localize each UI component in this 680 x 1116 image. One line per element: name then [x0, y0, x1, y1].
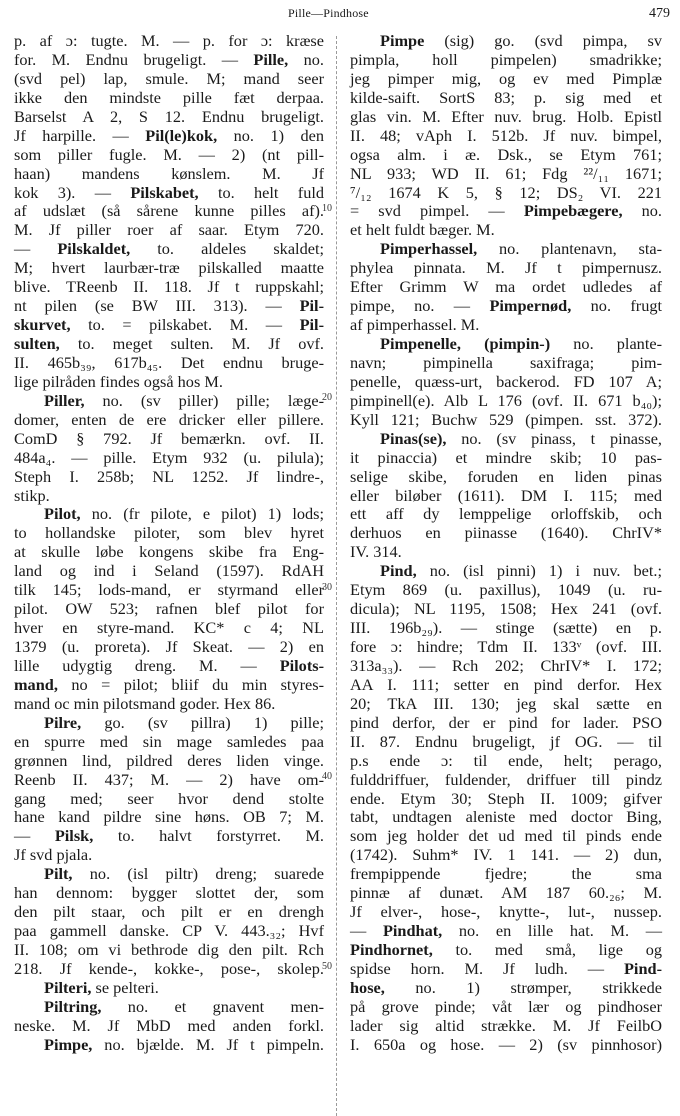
- headword: Pilskabet,: [130, 182, 199, 202]
- text-run: M. Jf piller roer af saar. Etym 720.: [14, 220, 324, 240]
- headword: sulten,: [14, 334, 60, 353]
- text-run: nt pilen (se BW III. 313). —: [14, 296, 300, 316]
- headword: Pimpe: [380, 31, 425, 50]
- text-run: frempippende fjedre; the sma: [350, 864, 662, 884]
- text-line: [350, 619, 662, 638]
- text-line: [350, 165, 662, 184]
- text-run: Jf svd pjala.: [14, 845, 93, 865]
- headword: Pinas(se),: [380, 428, 447, 448]
- right-column: [350, 32, 662, 1055]
- text-line: [350, 259, 662, 278]
- text-run: dicula); NL 1195, 1508; Hex 241 (ovf.: [350, 599, 662, 619]
- text-run: mand oc min pilotsmand goder. Hex 86.: [14, 693, 276, 713]
- text-run: to. helt fuld: [198, 182, 324, 202]
- text-line: [14, 146, 324, 165]
- headword: skurvet,: [14, 315, 71, 335]
- text-line: [350, 430, 662, 449]
- text-line: [350, 865, 662, 884]
- text-line: [350, 562, 662, 581]
- text-run: fore ɔ: hindre; Tdm II. 133ᵛ (ovf. III.: [350, 637, 662, 656]
- text-run: no. 1) strømper, strikkede: [384, 977, 662, 997]
- text-line: [350, 221, 662, 240]
- text-run: II. 87. Endnu brugeligt, jf OG. — til: [350, 731, 662, 751]
- text-line: [350, 411, 662, 430]
- text-run: —: [14, 239, 58, 259]
- headword: Pindhat,: [382, 921, 443, 941]
- text-line: [350, 524, 662, 543]
- text-run: no. (sv pinass, t pinasse,: [446, 428, 662, 448]
- text-line: [14, 411, 324, 430]
- headword: Pind,: [380, 561, 417, 581]
- text-run: gang med; seer hvor dend stolte: [14, 788, 324, 808]
- text-line: [350, 790, 662, 809]
- text-run: —: [14, 826, 55, 846]
- text-run: blive. TReenb II. 118. Jf t ruppskahl;: [14, 277, 324, 297]
- text-line: [350, 846, 662, 865]
- text-run: eller biløber (1611). DM I. 115; med: [350, 485, 662, 505]
- text-line: [350, 240, 662, 259]
- headword: Pil-: [299, 296, 324, 316]
- text-run: ogsa alm. i æ. Dsk., se Etym 761;: [350, 144, 662, 164]
- text-line: [350, 941, 662, 960]
- text-run: AA I. 111; setter en pind derfor. Hex: [350, 674, 662, 694]
- text-line: [14, 468, 324, 487]
- line-number: 40: [322, 771, 332, 782]
- text-line: [350, 714, 662, 733]
- page-header: [0, 6, 680, 26]
- text-line: [350, 827, 662, 846]
- text-line: [350, 979, 662, 998]
- text-run: Efter Grimm W ma ordet udledes af: [350, 277, 662, 297]
- column-divider: [336, 36, 337, 1116]
- text-line: [14, 202, 324, 221]
- text-line: [14, 922, 324, 941]
- text-line: [14, 790, 324, 809]
- text-line: [350, 676, 662, 695]
- text-run: no. frugt: [571, 296, 663, 316]
- left-column: [14, 32, 324, 1055]
- text-run: neske. M. Jf MbD med anden forkl.: [14, 1015, 324, 1035]
- text-run: som piller fugle. M. — 2) (nt pill-: [14, 144, 324, 164]
- text-run: lige pilråden findes også hos M.: [14, 371, 223, 391]
- text-line: [14, 619, 324, 638]
- text-line: [14, 543, 324, 562]
- text-line: [350, 752, 662, 771]
- text-line: [14, 165, 324, 184]
- text-line: [350, 89, 662, 108]
- text-run: paa gammell danske. CP V. 443.₃₂; Hvf: [14, 921, 324, 941]
- text-line: [14, 184, 324, 203]
- text-run: lader sig altid strække. M. Jf FeilbO: [350, 1015, 662, 1035]
- text-line: [350, 146, 662, 165]
- text-run: pimpe, no. —: [350, 296, 490, 316]
- text-run: grønnen lind, pildred deres liden vinge.: [14, 750, 324, 770]
- headword: Piltring,: [44, 996, 102, 1016]
- headword: Pilre,: [44, 712, 82, 732]
- text-line: [14, 771, 324, 790]
- text-run: (1742). Suhm* IV. 1 141. — 2) dun,: [350, 845, 662, 865]
- text-line: [14, 714, 324, 733]
- text-line: [14, 827, 324, 846]
- text-line: [14, 240, 324, 259]
- text-line: [14, 259, 324, 278]
- text-run: land og ind i Seland (1597). RdAH: [14, 561, 324, 581]
- text-run: et helt fuldt bæger. M.: [350, 220, 495, 240]
- headword: Pilsk,: [54, 826, 94, 846]
- text-run: hane kand pildre sine høns. OB 7; M.: [14, 807, 324, 827]
- text-line: [350, 373, 662, 392]
- text-run: II. 48; vAph I. 512b. Jf nuv. bimpel,: [350, 125, 662, 145]
- headword: Pilteri,: [44, 977, 92, 997]
- text-line: [350, 184, 662, 203]
- text-line: [14, 695, 324, 714]
- text-run: no. en lille hat. M. —: [442, 921, 663, 941]
- text-run: go. (sv pillra) 1) pille;: [81, 712, 324, 732]
- text-line: [14, 941, 324, 960]
- text-run: Jf harpille. —: [14, 125, 146, 145]
- text-line: [14, 430, 324, 449]
- text-run: hver en styre-mand. KC* c 4; NL: [14, 618, 324, 638]
- text-line: [14, 581, 324, 600]
- text-line: [14, 354, 324, 373]
- text-run: glas vin. M. Efter nuv. brug. Holb. Epistl: [350, 106, 662, 126]
- text-run: no. plantenavn, sta-: [477, 239, 662, 259]
- text-line: [350, 903, 662, 922]
- text-line: [350, 70, 662, 89]
- text-run: phylea pinnata. M. Jf t pimpernusz.: [350, 258, 662, 278]
- text-run: it pinaccia) et mindre skib; 10 pas-: [350, 447, 662, 467]
- text-line: [14, 846, 324, 865]
- text-line: [14, 998, 324, 1017]
- text-run: for. M. Endnu brugeligt. —: [14, 49, 254, 69]
- text-run: no = pilot; bliif du min styres-: [57, 674, 324, 694]
- text-run: no. (isl pinni) 1) i nuv. bet.;: [416, 561, 662, 581]
- headword: Pind-: [623, 958, 662, 978]
- text-run: selige skibe, foruden en liden pinas: [350, 466, 662, 486]
- text-run: ComD § 792. Jf bemærkn. ovf. II.: [14, 428, 324, 448]
- text-run: kok 3). —: [14, 182, 131, 202]
- text-line: [350, 733, 662, 752]
- text-run: af udslæt (så sårene kunne pilles af).: [14, 201, 324, 221]
- text-line: [350, 505, 662, 524]
- text-run: domer, enten de ere dricker eller pillere.: [14, 409, 324, 429]
- text-run: Etym 869 (u. paxillus), 1049 (u. ru-: [350, 580, 662, 600]
- text-line: [14, 808, 324, 827]
- text-line: [350, 316, 662, 335]
- text-run: p.s ende ɔ: til ende, helt; perago,: [350, 750, 662, 770]
- text-line: [14, 297, 324, 316]
- text-run: af pimperhassel. M.: [350, 315, 480, 335]
- text-run: no. et gnavent men-: [101, 996, 324, 1016]
- text-run: II. 108; om vi bethrode dig den pilt. Rch: [14, 940, 324, 959]
- text-line: [14, 562, 324, 581]
- text-run: no. 1) den: [217, 125, 324, 145]
- text-line: [350, 354, 662, 373]
- text-line: [14, 1036, 324, 1055]
- headword: Pil-: [299, 315, 324, 335]
- text-run: IV. 314.: [350, 542, 402, 562]
- headword: Piller,: [44, 390, 85, 410]
- text-line: [350, 638, 662, 657]
- text-line: [350, 297, 662, 316]
- text-line: [350, 922, 662, 941]
- text-run: (svd pel) lap, smule. M; mand seer: [14, 68, 324, 88]
- text-run: ⁷/₁₂ 1674 K 5, § 12; DS₂ VI. 221: [350, 182, 662, 202]
- text-run: no. (isl piltr) dreng; suarede: [72, 864, 324, 884]
- line-number: 50: [322, 961, 332, 972]
- text-run: to. med små, lige og: [432, 940, 662, 959]
- text-line: [14, 960, 324, 979]
- text-run: 1379 (u. proreta). Jf Skeat. — 2) en: [14, 637, 324, 656]
- text-line: [350, 449, 662, 468]
- text-line: [350, 487, 662, 506]
- text-line: [14, 752, 324, 771]
- text-run: to. aldeles skaldet;: [130, 239, 324, 259]
- text-line: [350, 771, 662, 790]
- text-run: se pelteri.: [91, 977, 159, 997]
- text-run: fulddriffuer, fuldender, driffuer till pindz: [350, 769, 662, 789]
- text-line: [14, 278, 324, 297]
- text-line: [14, 221, 324, 240]
- text-run: M; hvert laurbær-træ pilskalled maatte: [14, 258, 324, 278]
- text-run: pind derfor, der er pind for lader. PSO: [350, 712, 662, 732]
- text-run: lille udygtig dreng. M. —: [14, 655, 280, 675]
- text-run: no.: [622, 201, 663, 221]
- text-line: [14, 733, 324, 752]
- text-run: no. bjælde. M. Jf t pimpeln.: [92, 1034, 324, 1054]
- text-run: Kyll 121; Buchw 529 (pimpen. sst. 372).: [350, 409, 662, 429]
- text-line: [14, 884, 324, 903]
- text-line: [350, 51, 662, 70]
- line-number: 20: [322, 392, 332, 403]
- text-line: [14, 903, 324, 922]
- headword: Pimpernød,: [489, 296, 572, 316]
- text-run: ikke den mindste pille fæt derpaa.: [14, 87, 324, 107]
- text-run: Reenb II. 437; M. — 2) have om-: [14, 769, 324, 789]
- headword: Pilot,: [44, 504, 81, 524]
- text-run: pinnæ af dunæt. AM 187 60.₂₆; M.: [350, 883, 662, 903]
- headword: Pilt,: [44, 864, 73, 884]
- text-run: Jf elver-, hose-, knytte-, lut-, nussep.: [350, 902, 662, 922]
- text-line: [350, 543, 662, 562]
- text-line: [14, 865, 324, 884]
- text-line: [350, 392, 662, 411]
- text-line: [14, 600, 324, 619]
- text-run: tabt, undtagen aleniste med doctor Bing,: [350, 807, 662, 827]
- text-run: 484a₄. — pille. Etym 932 (u. pilula);: [14, 447, 324, 467]
- text-run: Steph I. 258b; NL 1252. Jf lindre-,: [14, 466, 324, 486]
- running-head: Pille—Pindhose: [288, 6, 369, 20]
- text-line: [350, 127, 662, 146]
- text-run: haan) mandens kønslem. M. Jf: [14, 163, 324, 183]
- text-run: at skulle løbe kongens skibe fra Eng-: [14, 542, 324, 562]
- text-run: spidse horn. M. Jf ludh. —: [350, 958, 624, 978]
- text-run: derhuos en piinasse (1640). ChrIV*: [350, 523, 662, 543]
- text-line: [350, 657, 662, 676]
- text-run: III. 196b₂₉). — stinge (sætte) en p.: [350, 618, 662, 638]
- text-run: no. (fr pilote, e pilot) 1) lods;: [80, 504, 324, 524]
- text-run: pimpinell(e). Alb L 176 (ovf. II. 671 b₄₀);: [350, 390, 662, 410]
- text-run: = svd pimpel. —: [350, 201, 524, 221]
- text-line: [14, 89, 324, 108]
- text-line: [350, 600, 662, 619]
- text-line: [14, 487, 324, 506]
- text-line: [350, 278, 662, 297]
- text-run: den pilt staar, och pilt er en drengh: [14, 902, 324, 922]
- headword: Pille,: [253, 49, 289, 69]
- text-line: [14, 449, 324, 468]
- text-run: (sig) go. (svd pimpa, sv: [424, 31, 662, 50]
- headword: mand,: [14, 674, 58, 694]
- text-line: [350, 581, 662, 600]
- text-run: —: [350, 921, 383, 941]
- text-line: [14, 392, 324, 411]
- text-run: II. 465b₃₉, 617b₄₅. Det endnu bruge-: [14, 352, 324, 372]
- text-line: [14, 373, 324, 392]
- text-run: to. = pilskabet. M. —: [70, 315, 300, 335]
- text-line: [14, 335, 324, 354]
- text-run: 20; TkA III. 130; jeg skal sætte en: [350, 693, 662, 713]
- text-run: no. (sv piller) pille; læge-: [84, 390, 324, 410]
- headword: Pimperhassel,: [380, 239, 478, 259]
- text-line: [350, 884, 662, 903]
- text-line: [350, 32, 662, 51]
- text-line: [14, 657, 324, 676]
- text-line: [14, 32, 324, 51]
- page-number: 479: [649, 6, 670, 21]
- text-line: [350, 1036, 662, 1055]
- text-line: [14, 316, 324, 335]
- text-run: [461, 334, 484, 353]
- text-run: NL 933; WD II. 61; Fdg ²²/₁₁ 1671;: [350, 163, 662, 183]
- text-run: I. 650a og hose. — 2) (sv pinnhosor): [350, 1034, 662, 1054]
- text-run: 313a₃₃). — Rch 202; ChrIV* I. 172;: [350, 655, 662, 675]
- text-line: [350, 1017, 662, 1036]
- text-run: pilot. OW 523; rafnen blef pilot for: [14, 599, 324, 619]
- text-run: tilk 145; lods-mand, er styrmand eller: [14, 580, 324, 600]
- text-line: [350, 695, 662, 714]
- headword: Pilots-: [279, 655, 324, 675]
- text-line: [14, 505, 324, 524]
- line-number: 30: [322, 582, 332, 593]
- text-run: han dennom: bygger slottet der, som: [14, 883, 324, 903]
- text-run: to. meget sulten. M. Jf ovf.: [59, 334, 324, 353]
- text-run: jeg pimper mig, og ev med Pimplæ: [350, 68, 662, 88]
- text-line: [14, 676, 324, 695]
- text-line: [14, 51, 324, 70]
- text-line: [350, 808, 662, 827]
- text-line: [14, 70, 324, 89]
- text-run: ett aff dy lemppelige orloffskib, och: [350, 504, 662, 524]
- headword: hose,: [350, 977, 385, 997]
- text-run: to. halvt forstyrret. M.: [93, 826, 325, 846]
- text-line: [14, 1017, 324, 1036]
- text-run: en spurre med sin mage samledes paa: [14, 731, 324, 751]
- headword: Pimpenelle,: [380, 334, 461, 353]
- headword: Pil(le)kok,: [145, 125, 218, 145]
- text-run: penelle, quæss-urt, backerod. FD 107 A;: [350, 371, 662, 391]
- line-number: 10: [322, 203, 332, 214]
- text-run: to hollandske piloter, som blev hyret: [14, 523, 324, 543]
- headword: (pimpin-): [484, 334, 551, 353]
- text-line: [350, 108, 662, 127]
- text-run: no. plante-: [550, 334, 662, 353]
- text-line: [14, 979, 324, 998]
- text-line: [14, 638, 324, 657]
- text-run: p. af ɔ: tugte. M. — p. for ɔ: kræse: [14, 31, 324, 50]
- text-run: stikp.: [14, 485, 50, 505]
- text-run: Barselst A 2, S 12. Endnu brugeligt.: [14, 106, 324, 126]
- text-run: ende. Etym 30; Steph II. 1009; gifver: [350, 788, 662, 808]
- headword: Pimpe,: [44, 1034, 93, 1054]
- headword: Pindhornet,: [350, 940, 433, 959]
- text-line: [350, 335, 662, 354]
- text-line: [350, 998, 662, 1017]
- text-line: [350, 960, 662, 979]
- text-run: som jeg holder det ud med til pinds ende: [350, 826, 662, 846]
- headword: Pilskaldet,: [57, 239, 131, 259]
- text-line: [14, 108, 324, 127]
- text-line: [14, 127, 324, 146]
- text-run: kilde-saift. SortS 83; p. sig med et: [350, 87, 662, 107]
- text-run: navn; pimpinella saxifraga; pim-: [350, 352, 662, 372]
- text-run: 218. Jf kende-, kokke-, pose-, skolep.: [14, 958, 324, 978]
- text-line: [350, 468, 662, 487]
- text-run: no.: [288, 49, 324, 69]
- text-line: [14, 524, 324, 543]
- headword: Pimpebægere,: [523, 201, 623, 221]
- text-run: pimpla, holl pimpelen) smadrikke;: [350, 49, 662, 69]
- text-run: på grove pinde; våt lær og pindhoser: [350, 996, 662, 1016]
- text-line: [350, 202, 662, 221]
